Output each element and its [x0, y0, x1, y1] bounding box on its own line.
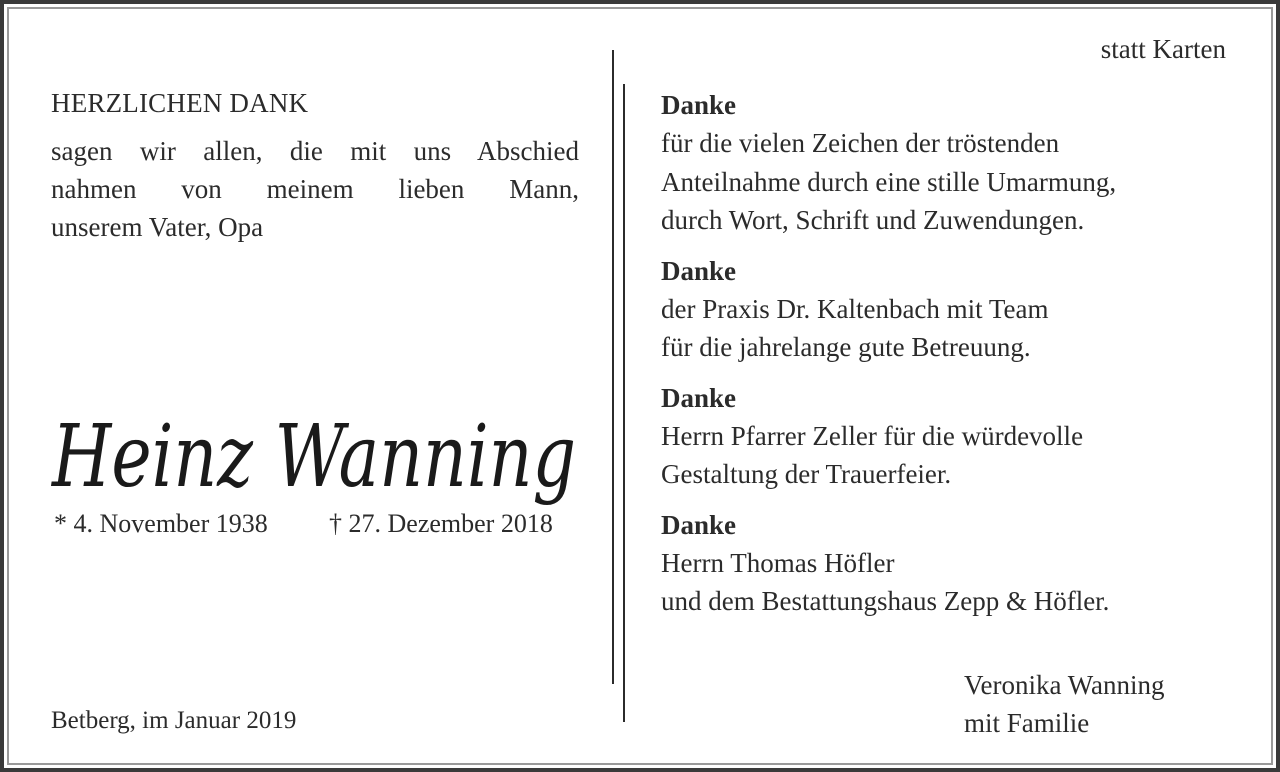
thanks-line: für die vielen Zeichen der tröstenden	[661, 128, 1060, 158]
thanks-heading: Danke	[661, 90, 737, 120]
thanks-line: und dem Bestattungshaus Zepp & Höfler.	[661, 586, 1110, 616]
signature-line: Veronika Wanning	[964, 670, 1165, 700]
deceased-name	[48, 404, 584, 514]
signature	[964, 666, 1165, 742]
thanks-line: Gestaltung der Trauerfeier.	[661, 459, 952, 489]
thanks-line: für die jahrelange gute Betreuung.	[661, 332, 1031, 362]
birth-date: * 4. November 1938	[54, 509, 268, 538]
thanks-paragraph	[51, 132, 579, 246]
deceased-name-text: Heinz Wanning	[50, 407, 577, 507]
divider-line	[612, 50, 614, 684]
paragraph-line: sagen wir allen, die mit uns Abschied	[51, 136, 579, 166]
thanks-heading: Danke	[661, 255, 737, 286]
thanks-line: Anteilnahme durch eine stille Umarmung,	[661, 166, 1117, 197]
thanks-block	[661, 379, 1241, 494]
divider-line	[623, 84, 625, 722]
death-date: † 27. Dezember 2018	[329, 509, 553, 538]
thanks-block	[661, 252, 1241, 367]
thanks-title: HERZLICHEN DANK	[51, 88, 309, 118]
place-date: Betberg, im Januar 2019	[51, 707, 297, 734]
thanks-block	[661, 506, 1241, 621]
thanks-heading: Danke	[661, 382, 737, 413]
thanks-line: durch Wort, Schrift und Zuwendungen.	[661, 205, 1085, 235]
thanks-heading: Danke	[661, 509, 737, 540]
signature-line: mit Familie	[964, 708, 1090, 738]
thanks-list	[661, 86, 1241, 621]
paragraph-line: nahmen von meinem lieben Mann,	[51, 174, 579, 204]
statt-karten-label: statt Karten	[1100, 34, 1226, 64]
thanks-line: Herrn Pfarrer Zeller für die würdevolle	[661, 420, 1084, 451]
thanks-block	[661, 86, 1241, 240]
paragraph-line: unserem Vater, Opa	[51, 212, 264, 242]
thanks-line: der Praxis Dr. Kaltenbach mit Team	[661, 293, 1049, 324]
thanks-line: Herrn Thomas Höfler	[661, 547, 895, 578]
